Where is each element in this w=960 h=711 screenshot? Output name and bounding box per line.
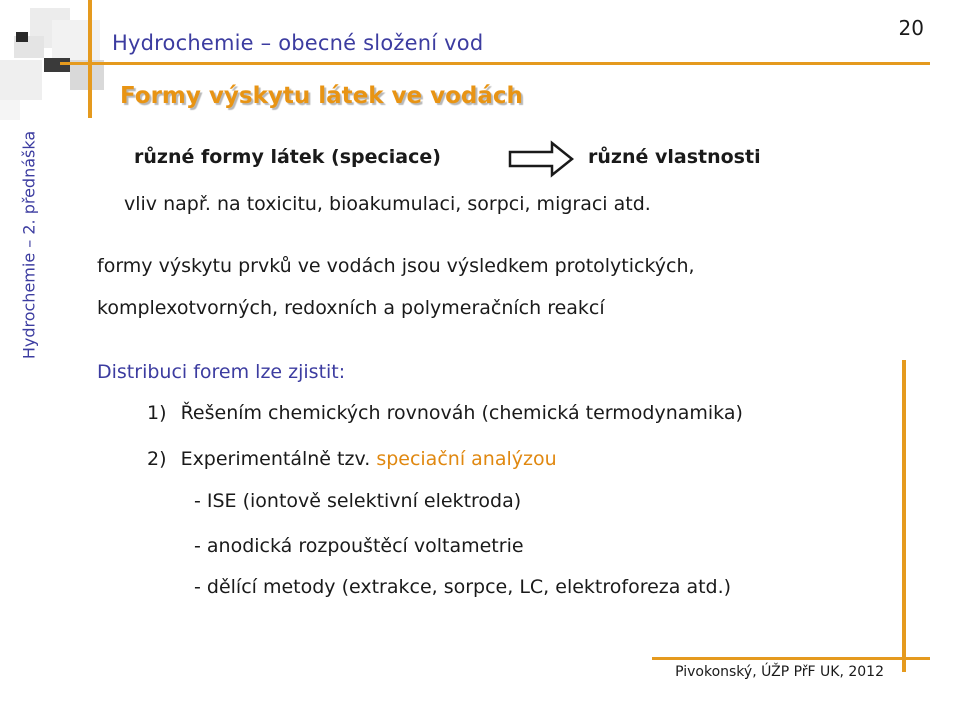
- decor-square: [44, 58, 70, 72]
- paragraph-line-1: formy výskytu prvků ve vodách jsou výsledkem protolytických,: [97, 255, 695, 277]
- right-arrow-icon: [508, 140, 574, 178]
- speciation-analysis-highlight: speciační analýzou: [376, 448, 557, 470]
- speciation-right: různé vlastnosti: [588, 146, 761, 168]
- slide-title: Formy výskytu látek ve vodách: [120, 83, 523, 109]
- numbered-item-number: 1): [147, 402, 167, 424]
- header-horizontal-rule: [60, 62, 930, 65]
- decor-square: [0, 60, 42, 100]
- decor-square: [0, 100, 20, 120]
- numbered-item-number: 2): [147, 448, 167, 470]
- speciation-left: různé formy látek (speciace): [134, 146, 441, 168]
- header-title: Hydrochemie – obecné složení vod: [112, 31, 484, 55]
- decor-square: [16, 32, 28, 42]
- method-item: - ISE (iontově selektivní elektroda): [194, 490, 522, 512]
- page-number: 20: [898, 16, 924, 40]
- footer-credit: Pivokonský, ÚŽP PřF UK, 2012: [675, 664, 884, 680]
- distribution-heading: Distribuci forem lze zjistit:: [97, 361, 346, 383]
- method-item: - dělící metody (extrakce, sorpce, LC, elektroforeza atd.): [194, 576, 732, 598]
- method-item: - anodická rozpouštěcí voltametrie: [194, 535, 524, 557]
- numbered-item-2: [147, 448, 557, 470]
- sidebar-label: Hydrochemie – 2. přednáška: [19, 130, 39, 360]
- numbered-item-text: Experimentálně tzv.: [180, 448, 377, 470]
- influence-line: vliv např. na toxicitu, bioakumulaci, sorpci, migraci atd.: [124, 193, 651, 215]
- header-vertical-rule: [88, 0, 92, 118]
- numbered-item-1: [147, 402, 743, 424]
- numbered-item-text: Řešením chemických rovnováh (chemická termodynamika): [180, 402, 743, 424]
- paragraph-line-2: komplexotvorných, redoxních a polymeračních reakcí: [97, 297, 605, 319]
- footer-horizontal-rule: [652, 657, 930, 660]
- footer-vertical-rule: [902, 360, 906, 672]
